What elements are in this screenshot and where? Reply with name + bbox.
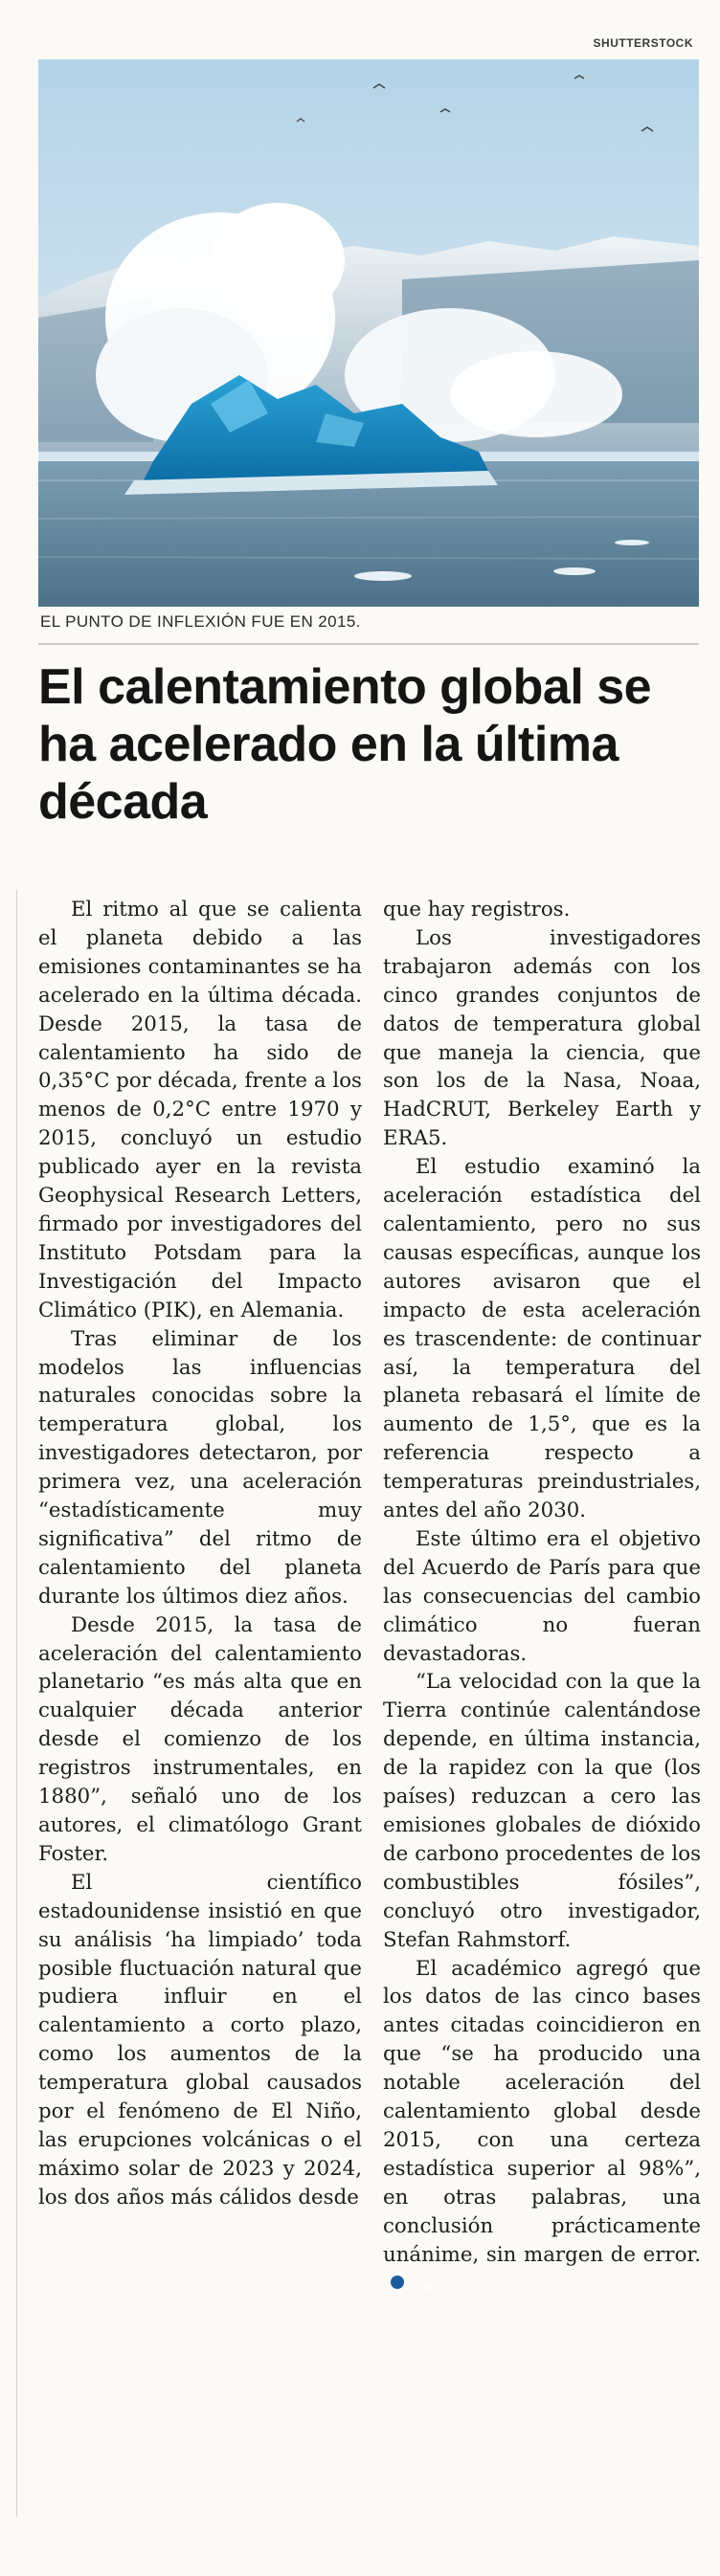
body-column-2 [383, 896, 701, 2298]
photo-credit: SHUTTERSTOCK [593, 36, 693, 50]
paragraph-continuation: que hay registros. [383, 898, 571, 922]
end-of-article-icon [391, 2276, 404, 2289]
paragraph: Desde 2015, la tasa de aceleración del calentamiento planetario “es más alta que en cualquier década anterior desde el comienzo de los registros instrumentales, en 1880”, señaló uno de los autores, el climatólogo Grant Foster. [38, 1612, 362, 1866]
paragraph: “La velocidad con la que la Tierra continúe calentándose depende, en última instancia, de la rapidez con la que (los países) reduzcan a cero las emisiones globales de dióxido de carbono procedentes de los combustibles fósiles”, concluyó otro investigador, Stefan Rahmstorf. [383, 1670, 701, 1952]
final-paragraph-text: El académico agregó que los datos de las cinco bases antes citadas coincidieron en que “se ha producido una notable aceleración del calentamiento global desde 2015, con una certeza estadística superior al 98%”, en otras palabras, una conclusión prácticamente unánime, sin margen de error. [383, 1956, 701, 2267]
paragraph: Este último era el objetivo del Acuerdo de París para que las consecuencias del cambio climático no fueran devastadoras. [383, 1526, 701, 1666]
paragraph [383, 1955, 701, 2298]
headline: El calentamiento global se ha acelerado en la última década [38, 659, 652, 830]
paragraph: El estudio examinó la aceleración estadística del calentamiento, pero no sus causas específicas, aunque los autores avisaron que el impacto de esta aceleración es trascendente: de continuar así, la temperatura del planeta rebasará el límite de aumento de 1,5°, que es la referencia respecto a temperaturas preindustriales, antes del año 2030. [383, 1155, 701, 1523]
column-rule [16, 890, 17, 2517]
paragraph: El científico estadounidense insistió en que su análisis ‘ha limpiado’ toda posible fluctuación natural que pudiera influir en el calentamiento a corto plazo, como los aumentos de la temperatura global causados por el fenómeno de El Niño, las erupciones volcánicas o el máximo solar de 2023 y 2024, los dos años más cálidos desde [38, 1870, 362, 2210]
paragraph: Tras eliminar de los modelos las influencias naturales conocidas sobre la temperatura global, los investigadores detectaron, por primera vez, una aceleración “estadísticamente muy significativa” del ritmo de calentamiento del planeta durante los últimos diez años. [38, 1326, 362, 1609]
caption-divider [38, 643, 699, 645]
glacier-photo [38, 59, 699, 607]
photo-caption: EL PUNTO DE INFLEXIÓN FUE EN 2015. [40, 612, 361, 631]
paragraph: El ritmo al que se calienta el planeta debido a las emisiones contaminantes se ha acelerado en la última década. Desde 2015, la tasa de calentamiento ha sido de 0,35°C por década, frente a los menos de 0,2°C entre 1970 y 2015, concluyó un estudio publicado ayer en la revista Geophysical Research Letters, firmado por investigadores del Instituto Potsdam para la Investigación del Impacto Climático (PIK), en Alemania. [38, 898, 362, 1322]
body-column-1 [38, 896, 362, 2212]
paragraph: Los investigadores trabajaron además con los cinco grandes conjuntos de datos de temperatura global que maneja la ciencia, que son los de la Nasa, Noaa, HadCRUT, Berkeley Earth y ERA5. [383, 925, 701, 1151]
